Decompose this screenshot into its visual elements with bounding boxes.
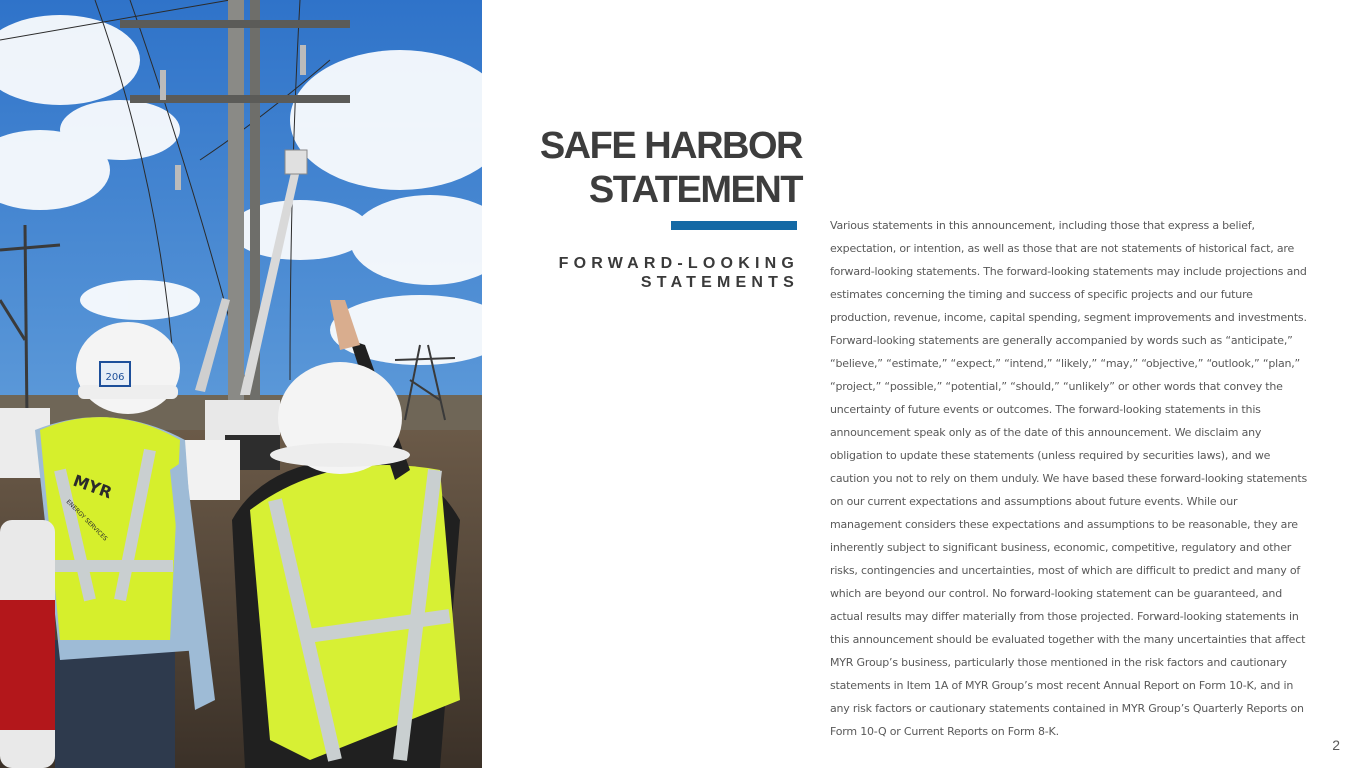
section-subtitle (559, 254, 799, 292)
vest-logo-sub: ENERGY SERVICES (64, 498, 109, 543)
safe-harbor-body: Various statements in this announcement, including those that express a belief, expectation, or intention, as well as those that are not statements of historical fact, are forward-looking statements. The forward-looking statements may include projections and estimates concerning the timing and success of specific projects and our future production, revenue, income, capital spending, segment improvements and investments. Forward-looking statements are generally accompanied by words such as “anticipate,” “believe,” “estimate,” “expect,” “intend,” “likely,” “may,” “objective,” “outlook,” “plan,” “project,” “possible,” “potential,” “should,” “unlikely” or other words that convey the uncertainty of future events or outcomes. The forward-looking statements in this announcement speak only as of the date of this announcement. We disclaim any obligation to update these statements (unless required by securities laws), and we caution you not to rely on them unduly. We have based these forward-looking statements on our current expectations and assumptions about future events. While our management considers these expectations and assumptions to be reasonable, they are inherently subject to significant business, economic, competitive, regulatory and other risks, contingencies and uncertainties, most of which are difficult to predict and many of which are beyond our control. No forward-looking statement can be guaranteed, and actual results may differ materially from those projected. Forward-looking statements in this announcement should be evaluated together with the many uncertainties that affect MYR Group’s business, particularly those mentioned in the risk factors and cautionary statements in Item 1A of MYR Group’s most recent Annual Report on Form 10-K, and in any risk factors or cautionary statements contained in MYR Group’s Quarterly Reports on Form 10-Q or Current Reports on Form 8-K. (830, 219, 1307, 738)
subtitle-line-2: STATEMENTS (640, 274, 799, 291)
page-title (540, 124, 802, 212)
subtitle-line-1: FORWARD-LOOKING (558, 255, 799, 272)
pickup-truck (0, 520, 55, 768)
hardhat-label: 206 (105, 372, 125, 383)
vest-logo: MYR (70, 470, 115, 503)
page-number: 2 (1332, 737, 1340, 753)
accent-bar (671, 221, 797, 230)
title-line-2: STATEMENT (588, 169, 802, 211)
hero-photo (0, 0, 482, 768)
title-line-1: SAFE HARBOR (539, 125, 802, 167)
lineworkers-photo (0, 0, 482, 768)
